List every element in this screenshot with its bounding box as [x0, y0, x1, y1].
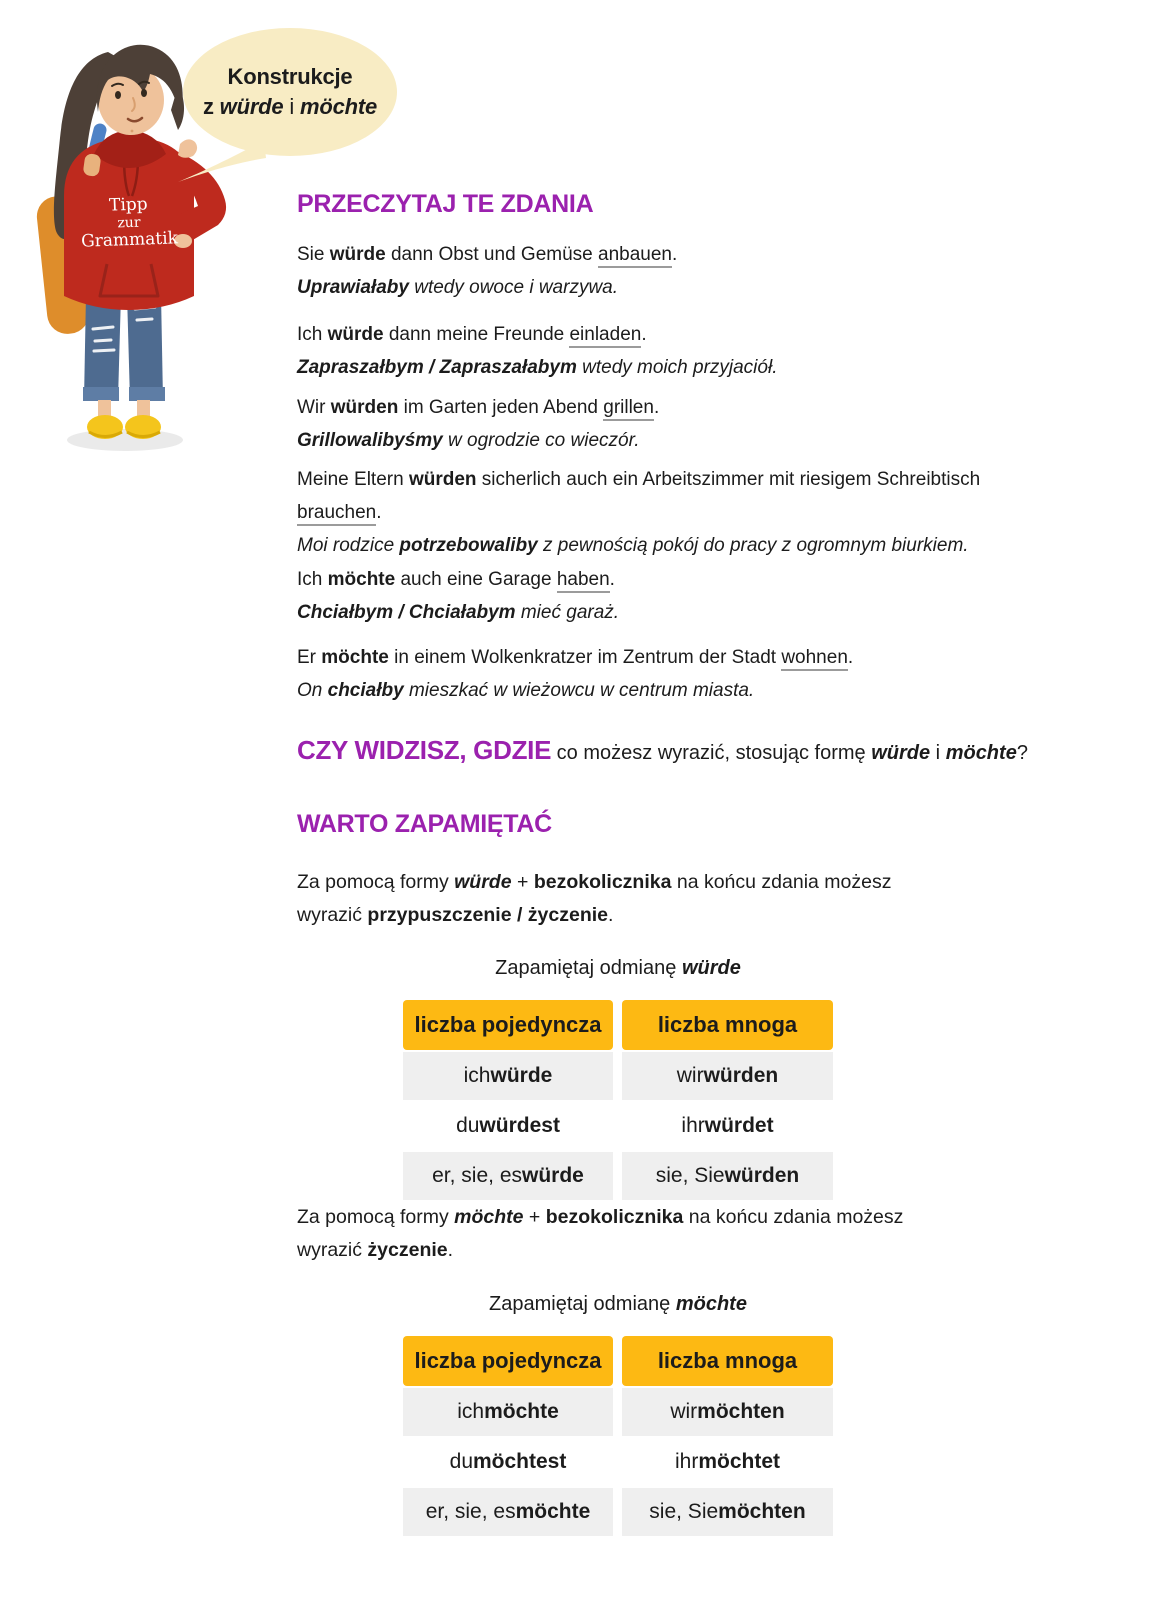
polish-translation: On chciałby mieszkać w wieżowcu w centrum miasta.	[297, 680, 755, 701]
table-cell: ihr würdet	[681, 1114, 774, 1137]
polish-translation: Chciałbym / Chciałabym mieć garaż.	[297, 602, 620, 623]
table-cell: er, sie, es würde	[403, 1152, 613, 1200]
polish-translation: Uprawiałaby wtedy owoce i warzywa.	[297, 277, 619, 298]
table-cell: du möchtest	[449, 1450, 567, 1473]
mochte-conjugation-table	[403, 1292, 833, 1536]
table-caption: Zapamiętaj odmianę würde	[495, 957, 741, 979]
polish-translation: Moi rodzice potrzebowaliby z pewnością pokój do pracy z ogromnym biurkiem.	[297, 535, 969, 556]
german-sentence: Wir würden im Garten jeden Abend grillen.	[297, 391, 1042, 424]
table-header-plural: liczba mnoga	[622, 1336, 833, 1386]
polish-translation: Grillowalibyśmy w ogrodzie co wieczór.	[297, 430, 640, 451]
table-cell: sie, Sie möchten	[622, 1488, 833, 1536]
table-header-singular: liczba pojedyncza	[403, 1336, 613, 1386]
table-header-plural: liczba mnoga	[622, 1000, 833, 1050]
german-sentence: Ich würde dann meine Freunde einladen.	[297, 318, 1042, 351]
sentence-pair	[297, 641, 1042, 707]
table-caption: Zapamiętaj odmianę möchte	[489, 1293, 747, 1315]
speech-bubble	[183, 28, 397, 156]
table-cell: er, sie, es möchte	[403, 1488, 613, 1536]
jeans-cuff-left	[83, 387, 119, 401]
sentence-pair	[297, 318, 1042, 384]
hoodie-text-line1: Tipp	[108, 194, 148, 216]
table-cell: ich möchte	[403, 1388, 613, 1436]
sentence-pair	[297, 563, 1042, 629]
table-grid	[403, 1000, 833, 1200]
german-sentence: Meine Eltern würden sicherlich auch ein Arbeitszimmer mit riesigem Schreibtisch brauchen.	[297, 463, 1042, 529]
section-heading-remember: WARTO ZAPAMIĘTAĆ	[297, 810, 552, 838]
polish-translation: Zapraszałbym / Zapraszałabym wtedy moich przyjaciół.	[297, 357, 778, 378]
sentence-pair	[297, 391, 1042, 457]
question-text: co możesz wyrazić, stosując formę würde i möchte?	[551, 742, 1028, 764]
table-cell: du würdest	[456, 1114, 560, 1137]
section-heading-read: PRZECZYTAJ TE ZDANIA	[297, 190, 594, 218]
german-sentence: Sie würde dann Obst und Gemüse anbauen.	[297, 238, 1042, 271]
table-header-singular: liczba pojedyncza	[403, 1000, 613, 1050]
hoodie-text-line3: Grammatik	[80, 228, 179, 252]
section-heading-question: CZY WIDZISZ, GDZIE	[297, 735, 552, 765]
table-grid	[403, 1336, 833, 1536]
table-cell: sie, Sie würden	[622, 1152, 833, 1200]
bubble-subtitle-line: z würde i möchte	[202, 94, 378, 119]
table-cell: wir möchten	[622, 1388, 833, 1436]
table-cell: wir würden	[622, 1052, 833, 1100]
jeans-left-leg	[84, 294, 121, 400]
german-sentence: Ich möchte auch eine Garage haben.	[297, 563, 1042, 596]
rule-paragraph-wurde: Za pomocą formy würde + bezokolicznika na końcu zdania możesz wyrazić przypuszczenie / życzenie.	[297, 871, 892, 926]
german-sentence: Er möchte in einem Wolkenkratzer im Zentrum der Stadt wohnen.	[297, 641, 1042, 674]
sentence-pair	[297, 238, 1042, 304]
bubble-title-line: Konstrukcje	[227, 64, 353, 89]
content-column	[297, 0, 1057, 1600]
hoodie-text-line2: zur	[117, 214, 141, 232]
table-cell: ich würde	[403, 1052, 613, 1100]
sentence-pair	[297, 463, 1042, 562]
table-cell: ihr möchtet	[674, 1450, 781, 1473]
mascot-shadow	[67, 429, 183, 451]
rule-paragraph-mochte: Za pomocą formy möchte + bezokolicznika na końcu zdania możesz wyrazić życzenie.	[297, 1206, 904, 1261]
question-line	[297, 735, 1028, 766]
wurde-conjugation-table	[403, 956, 833, 1200]
jeans-cuff-right	[129, 387, 165, 401]
